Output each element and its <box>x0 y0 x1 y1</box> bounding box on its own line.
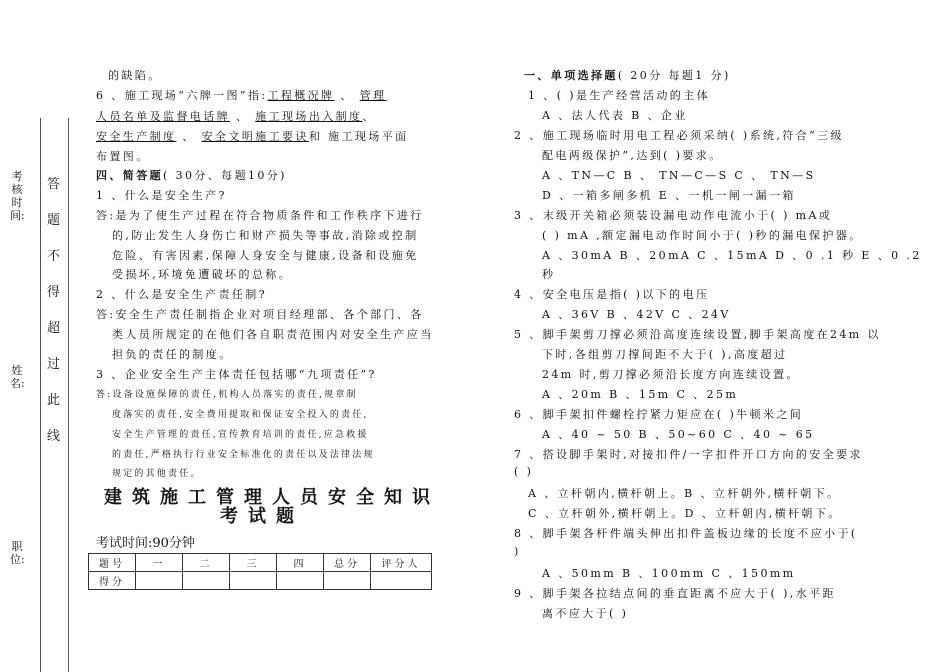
table-header: 四 <box>277 554 324 572</box>
question-6: 6 、脚手架扣件螺栓拧紧力矩应在( )牛顿米之间 <box>514 408 804 421</box>
answer-line: 度落实的责任,安全费用提取和保证安全投入的责任, <box>112 410 369 420</box>
short-question-2: 2 、什么是安全生产责任制? <box>96 288 267 301</box>
answer-line: 类人员所规定的在他们各自职责范围内对安全生产应当 <box>112 328 434 341</box>
section-1-heading: 一、单项选择题( 20分 每题1 分) <box>524 69 731 82</box>
options: D 、一箱多闸多机 E 、一机一闸一漏一箱 <box>542 189 796 202</box>
table-header: 题号 <box>89 554 136 572</box>
warning-char: 得 <box>47 285 61 300</box>
warning-char: 过 <box>47 357 61 372</box>
question-8: 8 、脚手架各杆件端头伸出扣件盖板边缘的长度不应小于( <box>514 527 858 540</box>
answer-line: 危险、有害因素,保障人身安全与健康,设备和设施免 <box>112 249 419 262</box>
text-line: 的缺陷。 <box>108 69 162 82</box>
options: A 、40 ~ 50 B 、50~60 C 、40 ~ 65 <box>542 428 815 441</box>
question-9: 9 、脚手架各拉结点间的垂直距离不应大于( ),水平距 <box>514 587 836 600</box>
question-5: 5 、脚手架剪刀撑必须沿高度连续设置,脚手架高度在24m 以 <box>514 328 881 341</box>
position-label: 职位: <box>10 540 25 566</box>
short-question-1: 1 、什么是安全生产? <box>96 189 227 202</box>
question-4: 4 、安全电压是指( )以下的电压 <box>514 288 710 301</box>
binding-line-inner <box>68 118 69 672</box>
question-6-line3: 安全生产制度 、 安全文明施工要诀和 施工现场平面 <box>96 130 409 143</box>
score-cell[interactable] <box>324 572 371 590</box>
answer-line: 答:是为了使生产过程在符合物质条件和工作秩序下进行 <box>96 209 424 222</box>
question-9-line2: 离不应大于( ) <box>542 607 629 620</box>
question-7-line2: ( ) <box>514 465 534 478</box>
score-cell[interactable] <box>183 572 230 590</box>
question-3: 3 、末级开关箱必须装设漏电动作电流小于( ) mA或 <box>514 209 833 222</box>
options: A 、36V B 、42V C 、24V <box>542 308 731 321</box>
review-time-label: 考核时间: <box>10 170 25 222</box>
warning-char: 线 <box>47 429 61 444</box>
exam-title: 建筑施工管理人员安全知识 <box>104 487 440 508</box>
table-header: 总分 <box>324 554 371 572</box>
question-2: 2 、施工现场临时用电工程必须采纳( )系统,符合“三级 <box>514 129 844 142</box>
short-question-3: 3 、企业安全生产主体责任包括哪“九项责任”? <box>96 368 377 381</box>
table-row-label: 得分 <box>89 572 136 590</box>
score-cell[interactable] <box>371 572 432 590</box>
binding-line-outer <box>40 118 41 672</box>
answer-line: 安全生产管理的责任,宣传教育培训的责任,应急救援 <box>112 430 369 440</box>
options: C 、立杆朝外,横杆朝上。D 、立杆朝内,横杆朝下。 <box>528 507 842 520</box>
warning-char: 此 <box>47 393 61 408</box>
question-7: 7 、搭设脚手架时,对接扣件/一字扣件开口方向的安全要求 <box>514 448 863 461</box>
table-row <box>89 572 432 590</box>
exam-title-line2: 考试题 <box>220 506 304 527</box>
question-2-line2: 配电两级保护”,达到( )要求。 <box>542 149 723 162</box>
question-6: 6 、施工现场“六牌一图”指:工程概况牌 、 管理 <box>96 89 387 102</box>
text-line: 布置图。 <box>96 150 150 163</box>
warning-char: 答 <box>47 177 61 192</box>
question-8-line2: ) <box>514 545 521 558</box>
answer-line: 的责任,严格执行行业安全标准化的责任以及法律法规 <box>112 450 375 460</box>
options: A 、TN—C B 、 TN—C—S C 、 TN—S <box>542 169 816 182</box>
warning-char: 不 <box>47 249 61 264</box>
answer-line: 答:安全生产责任制指企业对项目经理部、各个部门、各 <box>96 308 424 321</box>
table-row <box>89 554 432 572</box>
options: 秒 <box>542 268 556 281</box>
warning-char: 题 <box>47 213 61 228</box>
answer-line: 的,防止发生人身伤亡和财产损失等事故,消除或控制 <box>112 229 419 242</box>
question-6-line2: 人员名单及监督电话牌 、 施工现场出入制度、 <box>96 110 376 123</box>
warning-char: 超 <box>47 321 61 336</box>
section-4-heading: 四、简答题( 30分、每题10分) <box>96 169 287 182</box>
score-table <box>88 553 432 590</box>
options: A 、50mm B 、100mm C 、150mm <box>542 567 796 580</box>
table-header: 一 <box>136 554 183 572</box>
name-label: 姓名: <box>10 364 25 390</box>
options: A 、30mA B 、20mA C 、15mA D 、0 .1 秒 E 、0 .2 <box>542 249 922 262</box>
options: A 、20m B 、15m C 、25m <box>542 388 739 401</box>
score-cell[interactable] <box>277 572 324 590</box>
question-3-line2: ( ) mA ,额定漏电动作时间小于( )秒的漏电保护器。 <box>542 229 863 242</box>
exam-time: 考试时间:90分钟 <box>96 536 195 551</box>
answer-line: 答:设备设施保障的责任,机构人员落实的责任,规章制 <box>96 390 358 400</box>
options: A 、法人代表 B 、企业 <box>542 109 688 122</box>
answer-line: 受损坏,环境免遭破坏的总称。 <box>112 268 293 281</box>
score-cell[interactable] <box>230 572 277 590</box>
question-5-line3: 24m 时,剪刀撑必须沿长度方向连续设置。 <box>542 368 800 381</box>
question-5-line2: 下时,各组剪刀撑间距不大于( ),高度超过 <box>542 348 788 361</box>
answer-line: 规定的其他责任。 <box>112 469 202 479</box>
options: A 、立杆朝内,横杆朝上。B 、立杆朝外,横杆朝下。 <box>528 487 841 500</box>
table-header: 三 <box>230 554 277 572</box>
answer-line: 担负的责任的制度。 <box>112 348 233 361</box>
table-header: 二 <box>183 554 230 572</box>
table-header: 评分人 <box>371 554 432 572</box>
score-cell[interactable] <box>136 572 183 590</box>
question-1: 1 、( )是生产经营活动的主体 <box>528 89 710 102</box>
